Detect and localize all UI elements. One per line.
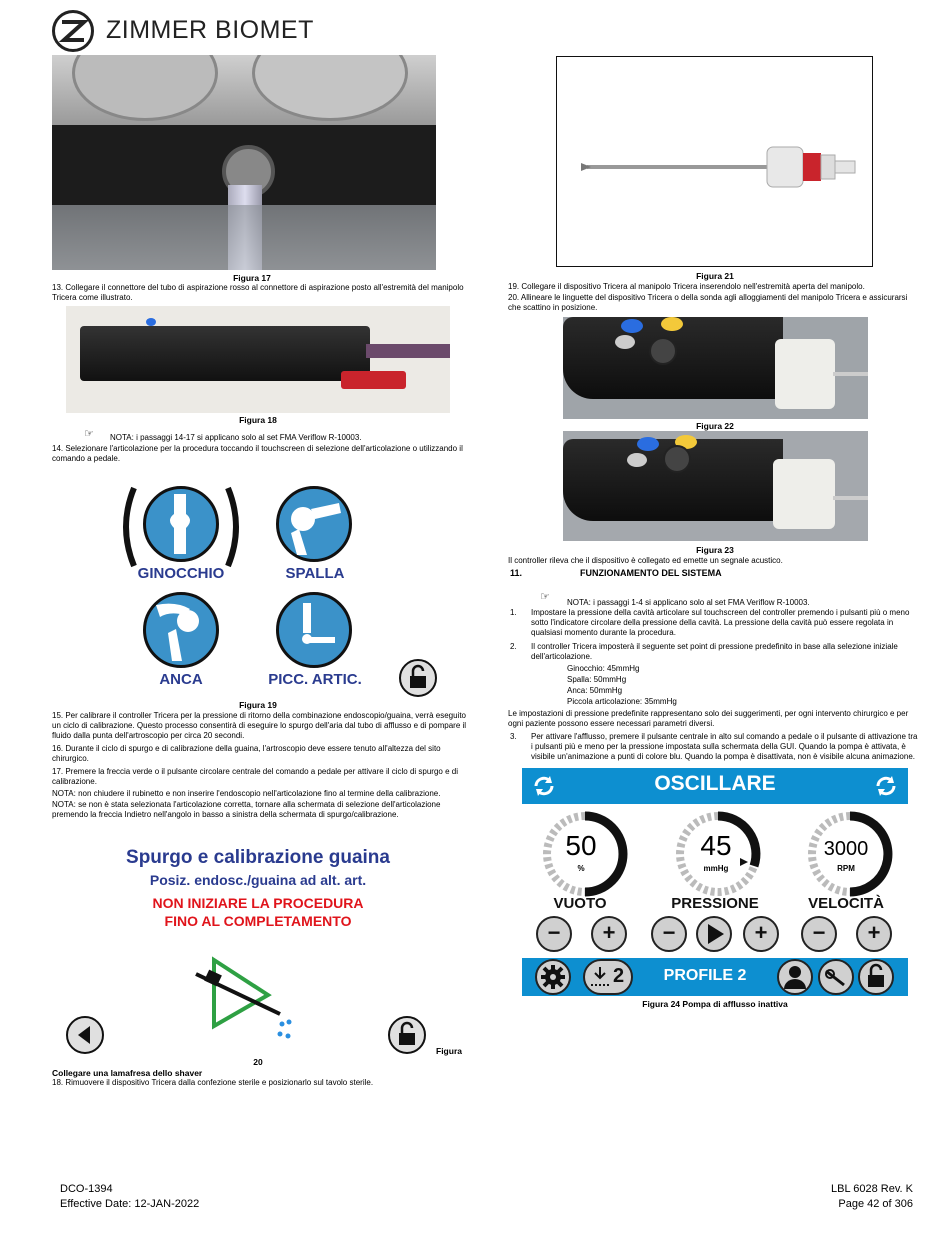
step-2-number: 2. <box>510 642 517 651</box>
figure-20-caption-b: 20 <box>253 1057 263 1067</box>
unlock-icon[interactable] <box>399 659 437 697</box>
step-1-number: 1. <box>510 608 517 617</box>
figure-23-photo <box>563 431 868 541</box>
pump-play-button[interactable] <box>696 916 732 952</box>
footer-label-rev: LBL 6028 Rev. K <box>831 1183 913 1195</box>
presets-note: Le impostazioni di pressione predefinite rappresentano solo dei suggerimenti, per ogni intervento chirurgico e per ogni paziente possono essere necessari parametri diversi. <box>508 709 909 728</box>
figure-18-caption: Figura 18 <box>239 415 277 425</box>
small-joint-icon[interactable] <box>276 592 352 668</box>
preset-small-joint: Piccola articolazione: 35mmHg <box>567 697 677 706</box>
figure-21-caption: Figura 21 <box>696 271 734 281</box>
footer-effective-date: Effective Date: 12-JAN-2022 <box>60 1198 200 1210</box>
speed-unit: RPM <box>837 864 855 873</box>
shaver-heading: Collegare una lamafresa dello shaver <box>52 1068 203 1078</box>
pressure-label: PRESSIONE <box>671 895 759 912</box>
pressure-value: 45 <box>700 830 732 861</box>
figure-24-caption: Figura 24 Pompa di afflusso inattiva <box>642 999 788 1009</box>
vacuum-minus-button[interactable]: − <box>536 916 572 952</box>
purge-warning-line-2: FINO AL COMPLETAMENTO <box>164 913 352 929</box>
vacuum-value: 50 <box>565 830 597 861</box>
tricera-device-drawing <box>557 57 871 265</box>
step-13: 13. Collegare il connettore del tubo di aspirazione rosso al connettore di aspirazione posto all'estremità del manipolo Tricera come illustrato. <box>52 283 464 302</box>
step-20: 20. Allineare le linguette del dispositivo Tricera o della sonda agli alloggiamenti del manipolo Tricera e assicurarsi che scattino in posizione. <box>508 293 908 312</box>
preset-knee: Ginocchio: 45mmHg <box>567 664 640 673</box>
brand-name: ZIMMER BIOMET <box>106 16 314 44</box>
speed-label: VELOCITÀ <box>808 895 884 912</box>
joint-hip-label[interactable]: ANCA <box>159 671 203 688</box>
speed-minus-button[interactable]: − <box>801 916 837 952</box>
footer-page-number: Page 42 of 306 <box>838 1198 913 1210</box>
device-detected-text: Il controller rileva che il dispositivo è collegato ed emette un segnale acustico. <box>508 556 783 565</box>
figure-17-caption: Figura 17 <box>233 273 271 283</box>
footswitch-icon <box>589 965 611 991</box>
figure-21-frame <box>556 56 873 267</box>
joint-small-label[interactable]: PICC. ARTIC. <box>268 671 362 688</box>
footer-doc-number: DCO-1394 <box>60 1183 113 1195</box>
pressure-unit: mmHg <box>703 864 729 873</box>
profile-label[interactable]: PROFILE 2 <box>663 967 747 984</box>
step-17: 17. Premere la freccia verde o il pulsante circolare centrale del comando a pedale per attivare il ciclo di spurgo e di calibrazione. <box>52 767 458 786</box>
shoulder-joint-icon[interactable] <box>276 486 352 562</box>
joint-shoulder-label[interactable]: SPALLA <box>285 565 345 582</box>
figure-22-photo <box>563 317 868 419</box>
note-1-4: NOTA: i passaggi 1-4 si applicano solo al set FMA Veriflow R-10003. <box>567 598 810 607</box>
section-number: 11. <box>510 568 523 578</box>
handpiece-icon[interactable] <box>818 959 854 995</box>
mode-label: OSCILLARE <box>654 772 776 795</box>
unlock-icon-gui[interactable] <box>858 959 894 995</box>
step-14: 14. Selezionare l'articolazione per la procedura toccando il touchscreen di selezione dell'articolazione o utilizzando il comando a pedale. <box>52 444 463 463</box>
step-18: 18. Rimuovere il dispositivo Tricera dalla confezione sterile e posizionarlo sul tavolo sterile. <box>52 1078 374 1087</box>
purge-subtitle: Posiz. endosc./guaina ad alt. art. <box>149 872 367 888</box>
vacuum-plus-button[interactable]: + <box>591 916 627 952</box>
footswitch-profile-button[interactable] <box>583 959 633 995</box>
preset-shoulder: Spalla: 50mmHg <box>567 675 627 684</box>
preset-hip: Anca: 50mmHg <box>567 686 623 695</box>
step-3: Per attivare l'afflusso, premere il pulsante centrale in alto sul comando a pedale o il pulsante di attivazione tra i pulsanti più e meno per la pressione impostata sulla schermata della GUI. Quando la pompa è attivata, è visibile un'animazione a punti di colore blu. Quando la pompa è disattivata, non è visibile alcuna animazione. <box>531 732 918 761</box>
unlock-icon-purge[interactable] <box>388 1016 426 1054</box>
joint-knee-label[interactable]: GINOCCHIO <box>137 565 225 582</box>
purge-title: Spurgo e calibrazione guaina <box>126 847 390 868</box>
purge-arthroscope-play-icon[interactable] <box>192 952 302 1047</box>
note-hand-icon-2: ☞ <box>540 591 550 603</box>
step-1: Impostare la pressione della cavità articolare sul touchscreen del controller premendo i pulsanti più o meno sotto l'indicatore circolare della pressione della cavità. La pressione della cavità può essere regolata in qualsiasi momento durante la procedura. <box>531 608 910 637</box>
section-title: FUNZIONAMENTO DEL SISTEMA <box>580 568 722 578</box>
step-16: 16. Durante il ciclo di spurgo e di calibrazione della guaina, l'artroscopio deve essere tenuto all'altezza del sito chirurgico. <box>52 744 441 763</box>
note-stopcock: NOTA: non chiudere il rubinetto e non inserire l'endoscopio nell'articolazione fino al termine della calibrazione. <box>52 789 441 798</box>
rotate-right-icon[interactable] <box>872 774 900 798</box>
hip-joint-icon[interactable] <box>143 592 219 668</box>
speed-value: 3000 <box>823 838 869 860</box>
figure-20-caption-a: Figura <box>436 1046 462 1056</box>
purge-warning-line-1: NON INIZIARE LA PROCEDURA <box>152 895 364 911</box>
figure-18-photo <box>66 306 450 413</box>
vacuum-label: VUOTO <box>553 895 607 912</box>
footswitch-profile-number: 2 <box>613 965 625 987</box>
back-arrow-button[interactable] <box>66 1016 104 1054</box>
figure-19-caption: Figura 19 <box>239 700 277 710</box>
step-15: 15. Per calibrare il controller Tricera per la pressione di ritorno della combinazione endoscopio/guaina, verrà eseguito un ciclo di calibrazione. Questo processo consentirà di eseguire lo spurgo dell'aria dal tubo di afflusso e di pompare il fluido dalla punta dell'artroscopio per circa 20 secondi. <box>52 711 467 740</box>
speed-plus-button[interactable]: + <box>856 916 892 952</box>
note-wrong-joint: NOTA: se non è stata selezionata l'articolazione corretta, tornare alla schermata di selezione dell'articolazione premendo la freccia Indietro nell'angolo in basso a sinistra della schermata di spurgo/calibrazione. <box>52 800 441 819</box>
user-icon[interactable] <box>777 959 813 995</box>
pressure-plus-button[interactable]: + <box>743 916 779 952</box>
figure-23-caption: Figura 23 <box>696 545 734 555</box>
note-14-17: NOTA: i passaggi 14-17 si applicano solo al set FMA Veriflow R-10003. <box>110 433 362 442</box>
pressure-minus-button[interactable]: − <box>651 916 687 952</box>
figure-17-photo <box>52 55 436 270</box>
vacuum-unit: % <box>577 864 585 873</box>
settings-gear-icon[interactable] <box>535 959 571 995</box>
step-19: 19. Collegare il dispositivo Tricera al manipolo Tricera inserendolo nell'estremità aperta del manipolo. <box>508 282 865 291</box>
brand-logo <box>52 10 94 52</box>
note-hand-icon: ☞ <box>84 428 94 440</box>
step-2: Il controller Tricera imposterà il seguente set point di pressione predefinito in base alla selezione iniziale dell'articolazione. <box>531 642 898 661</box>
step-3-number: 3. <box>510 732 517 741</box>
figure-22-caption: Figura 22 <box>696 421 734 431</box>
knee-joint-icon[interactable] <box>143 486 219 562</box>
